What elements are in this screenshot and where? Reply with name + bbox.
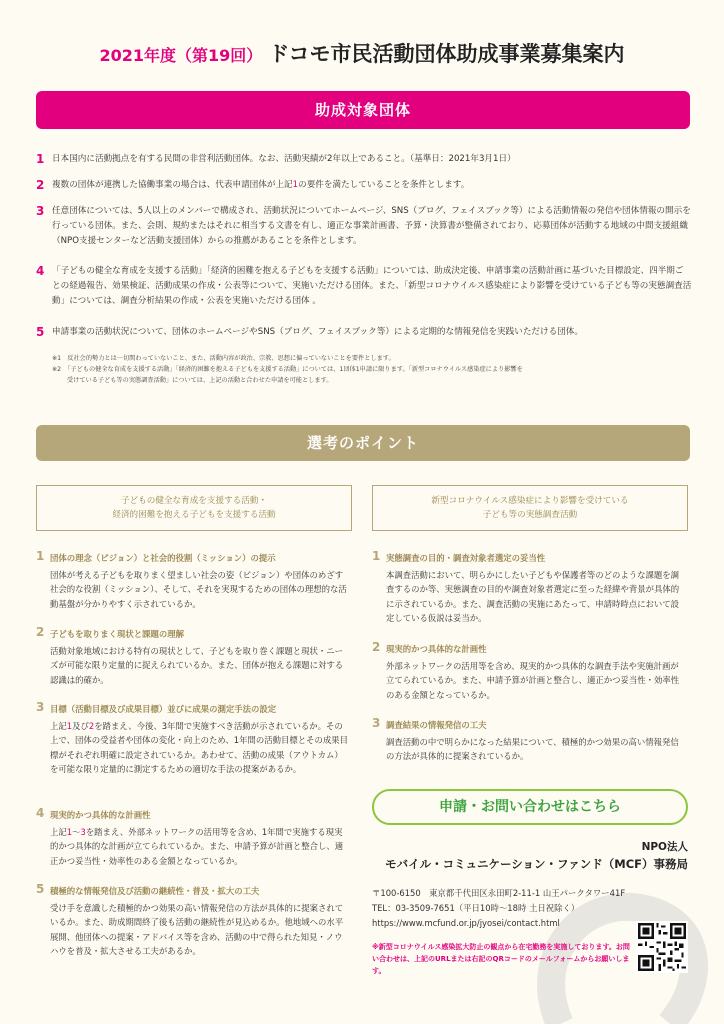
section-eligible-title: 助成対象団体 xyxy=(36,91,690,129)
criteria-heading: 調査結果の情報発信の工夫 xyxy=(386,720,487,730)
item-number: 5 xyxy=(36,325,45,339)
item-number: 4 xyxy=(36,264,45,278)
footnote-2: ※2 「子どもの健全な育成を支援する活動」「経済的困難を抱える子どもを支援する活動」については、1団体1申請に限ります。「新型コロナウイルス感染症により影響を xyxy=(52,366,523,373)
criteria-body: 本調査活動において、明らかにしたい子どもや保護者等のどのような課題を調査するのか等、実態調査の目的や調査対象者選定に至った経緯や背景が具体的に示されているか。また、調査活動の実施にあたって、申請時時点において設定している仮説は妥当か。 xyxy=(386,569,680,623)
requirement-item xyxy=(36,325,692,340)
footnote-1: ※1 反社会的勢力とは一切関わっていないこと、また、活動内容が政治、宗教、思想に偏っていないことを要件とします。 xyxy=(52,355,395,362)
phone: TEL：03-3509-7651（平日10時～18時 土日祝除く） xyxy=(372,903,580,913)
requirement-item xyxy=(36,152,692,167)
criteria-body: 受け手を意識した積極的かつ効果の高い情報発信の方法が具体的に提案されているか。また、助成期間終了後も活動の継続性が見込めるか。他地域への水平展開、他団体への提案・アドバイス等を含め、活動の中で得られた知見・ノウハウを普及・拡大させる工夫があるか。 xyxy=(50,902,344,956)
criteria-body: 上記1及び2を踏まえ、今後、3年間で実施すべき活動が示されているか。その上で、団体の受益者や団体の変化・向上のため、1年間の活動目標とその成果目標がそれぞれ明確に設定されているか。あわせて、活動の成果（アウトカム）を可能な限り定量的に測定するための適切な手法の提案があるか。 xyxy=(50,720,348,774)
item-number: 3 xyxy=(36,204,45,218)
criteria-heading: 子どもを取りまく現状と課題の理解 xyxy=(50,629,184,639)
category-box-children: 子どもの健全な育成を支援する活動・ 経済的困難を抱える子どもを支援する活動 xyxy=(36,485,352,531)
organization-name: NPO法人 モバイル・コミュニケーション・ファンド（MCF）事務局 xyxy=(385,841,688,871)
requirement-item xyxy=(36,264,692,309)
criteria-heading: 現実的かつ具体的な計画性 xyxy=(50,810,151,820)
criteria-item: 2 現実的かつ具体的な計画性 外部ネットワークの活用等を含め、現実的かつ具体的な調査手法や実施計画が立てられているか。また、申請予算が計画と整合し、適正かつ妥当性・効率性のある金額となっているか。 xyxy=(372,642,684,702)
item-text: 日本国内に活動拠点を有する民間の非営利活動団体。なお、活動実績が2年以上であること。（基準日：2021年3月1日） xyxy=(52,154,516,164)
address: 〒100-6150 東京都千代田区永田町2-11-1 山王パークタワー41F xyxy=(372,888,626,898)
item-number: 1 xyxy=(36,152,45,166)
criteria-item: 5 積極的な情報発信及び活動の継続性・普及・拡大の工夫 受け手を意識した積極的かつ効果の高い情報発信の方法が具体的に提案されているか。また、助成期間終了後も活動の継続性が見込めるか。他地域への水平展開、他団体への提案・アドバイス等を含め、活動の中で得られた知見・ノウハウを普及・拡大させる工夫があるか。 xyxy=(36,884,348,959)
criteria-body: 外部ネットワークの活用等を含め、現実的かつ具体的な調査手法や実施計画が立てられているか。また、申請予算が計画と整合し、適正かつ妥当性・効率性のある金額となっているか。 xyxy=(386,660,680,700)
criteria-heading: 現実的かつ具体的な計画性 xyxy=(386,644,487,654)
item-text: 「子どもの健全な育成を支援する活動」「経済的困難を抱える子どもを支援する活動」については、助成決定後、申請事業の活動計画に基づいた目標設定、四半期ごとの経過報告、効果検証、活動成果の作成・公表等について、実施いただける団体。また、「新型コロナウイルス感染症により影響を受けている子ども等の実態調査活動」については、調査分析結果の作成・公表を実施いただける団体 。 xyxy=(52,266,692,306)
criteria-body: 上記1～3を踏まえ、外部ネットワークの活用等を含め、1年間で実施する現実的かつ具体的な計画が立てられているか。また、申請予算が計画と整合し、適正かつ妥当性・効率性のある金額となっているか。 xyxy=(50,826,344,866)
criteria-heading: 積極的な情報発信及び活動の継続性・普及・拡大の工夫 xyxy=(50,886,260,896)
item-text: 任意団体については、5人以上のメンバーで構成され、活動状況についてホームページ、SNS（ブログ、フェイスブック等）による活動情報の発信や団体情報の開示を行っている団体。また、会則、規約またはそれに相当する文書を有し、適正な事業計画書、予算・決算書が整備されており、応募団体が活動する地域の中間支援組織（NPO支援センターなど活動支援団体）からの推薦があることを条件とします。 xyxy=(52,206,691,246)
item-text: 申請事業の活動状況について、団体のホームページやSNS（ブログ、フェイスブック等）による定期的な情報発信を実践いただける団体。 xyxy=(52,327,583,337)
criteria-item: 1 団体の理念（ビジョン）と社会的役割（ミッション）の提示 団体が考える子どもを取りまく望ましい社会の姿（ビジョン）や団体のめざす社会的な役割（ミッション）、そして、それを実現するための団体の理想的な活動基盤が分かりやすく示されているか。 xyxy=(36,551,348,611)
title-year: 2021年度（第19回） xyxy=(99,46,263,65)
page-title xyxy=(0,38,724,68)
contact-url-link[interactable]: https://www.mcfund.or.jp/jyosei/contact.html xyxy=(372,918,560,928)
footnote-2-cont: 受けている子ども等の実態調査活動」については、上記の活動と合わせた申請を可能とします。 xyxy=(67,377,333,384)
item-text: 複数の団体が連携した協働事業の場合は、代表申請団体が上記1の要件を満たしていることを条件とします。 xyxy=(52,180,470,190)
criteria-item: 4 現実的かつ具体的な計画性 上記1～3を踏まえ、外部ネットワークの活用等を含め、1年間で実施する現実的かつ具体的な計画が立てられているか。また、申請予算が計画と整合し、適正かつ妥当性・効率性のある金額となっているか。 xyxy=(36,808,348,868)
remote-work-note: ※新型コロナウイルス感染拡大防止の観点から在宅勤務を実施しております。お問い合わせは、上記のURLまたは右記のQRコードのメールフォームからお願いします。 xyxy=(372,943,630,975)
requirement-item xyxy=(36,204,692,249)
criteria-body: 調査活動の中で明らかになった結果について、積極的かつ効果の高い情報発信の方法が具体的に提案されているか。 xyxy=(386,736,679,761)
criteria-item: 2 子どもを取りまく現状と課題の理解 活動対象地域における特有の現状として、子どもを取り巻く課題と現状・ニーズが可能な限り定量的に捉えられているか。また、団体が抱える課題に対する認識は的確か。 xyxy=(36,627,348,687)
contact-button[interactable]: 申請・お問い合わせはこちら xyxy=(372,789,688,825)
criteria-heading: 団体の理念（ビジョン）と社会的役割（ミッション）の提示 xyxy=(50,553,276,563)
section-criteria-title: 選考のポイント xyxy=(36,425,690,461)
criteria-body: 団体が考える子どもを取りまく望ましい社会の姿（ビジョン）や団体のめざす社会的な役割（ミッション）、そして、それを実現するための団体の理想的な活動基盤が分かりやすく示されているか。 xyxy=(50,569,347,609)
item-number: 2 xyxy=(36,178,45,192)
criteria-item: 3 目標（活動目標及び成果目標）並びに成果の測定手法の設定 上記1及び2を踏まえ、今後、3年間で実施すべき活動が示されているか。その上で、団体の受益者や団体の変化・向上のため、1年間の活動目標とその成果目標がそれぞれ明確に設定されているか。あわせて、活動の成果（アウトカム）を可能な限り定量的に測定するための適切な手法の提案があるか。 xyxy=(36,702,348,777)
category-box-covid: 新型コロナウイルス感染症により影響を受けている 子ども等の実態調査活動 xyxy=(372,485,688,531)
title-main: ドコモ市民活動団体助成事業募集案内 xyxy=(268,42,625,66)
criteria-body: 活動対象地域における特有の現状として、子どもを取り巻く課題と現状・ニーズが可能な限り定量的に捉えられているか。また、団体が抱える課題に対する認識は的確か。 xyxy=(50,645,344,685)
criteria-item: 1 実態調査の目的・調査対象者選定の妥当性 本調査活動において、明らかにしたい子どもや保護者等のどのような課題を調査するのか等、実態調査の目的や調査対象者選定に至った経緯や背景が具体的に示されているか。また、調査活動の実施にあたって、申請時時点において設定している仮説は妥当か。 xyxy=(372,551,684,626)
requirement-item xyxy=(36,178,692,193)
criteria-heading: 実態調査の目的・調査対象者選定の妥当性 xyxy=(386,553,546,563)
footnotes xyxy=(52,353,692,386)
criteria-item: 3 調査結果の情報発信の工夫 調査活動の中で明らかになった結果について、積極的かつ効果の高い情報発信の方法が具体的に提案されているか。 xyxy=(372,718,684,764)
qr-code-icon[interactable] xyxy=(636,921,688,973)
criteria-heading: 目標（活動目標及び成果目標）並びに成果の測定手法の設定 xyxy=(50,704,277,714)
